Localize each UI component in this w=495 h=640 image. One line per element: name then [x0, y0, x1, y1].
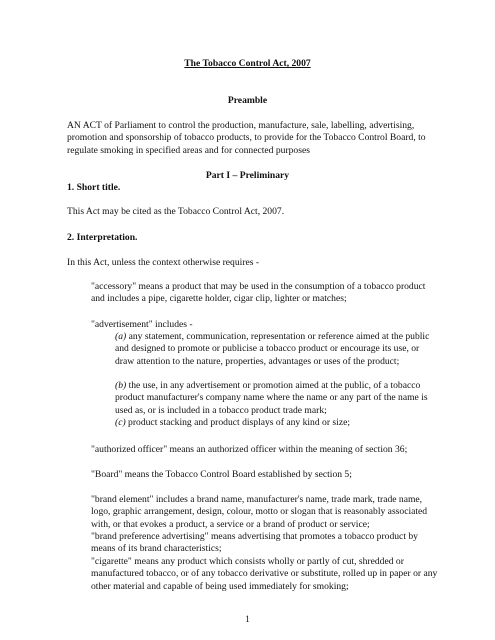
item-c-text: product stacking and product displays of any kind or size;: [125, 417, 350, 428]
section1-heading: 1. Short title.: [67, 182, 121, 193]
section2-intro: In this Act, unless the context otherwise requires -: [67, 257, 260, 268]
advertisement-item-b: [115, 380, 439, 417]
item-c-label: (c): [115, 417, 126, 428]
item-a-label: (a): [115, 331, 127, 342]
definition-brand-element: "brand element" includes a brand name, manufacturer's name, trade mark, trade name, logo, graphic arrangement, design, colour, motto or slogan that is reasonably associated with, or that evokes a product, a service or a brand of product or service;: [91, 494, 428, 530]
advertisement-item-a: [115, 331, 439, 368]
definition-cigarette: "cigarette" means any product which consists wholly or partly of cut, shredded or manufactured tobacco, or of any tobacco derivative or substitute, rolled up in paper or any other material and capable of being used immediately for smoking;: [91, 556, 438, 592]
definition-advertisement: "advertisement" includes -: [91, 319, 193, 330]
item-b-label: (b): [115, 380, 127, 391]
section1-text: This Act may be cited as the Tobacco Control Act, 2007.: [67, 206, 285, 217]
definition-accessory: "accessory" means a product that may be used in the consumption of a tobacco product and includes a pipe, cigarette holder, cigar clip, lighter or matches;: [91, 281, 426, 305]
advertisement-item-c: [115, 417, 439, 429]
page-number: 1: [245, 614, 250, 624]
item-b-text: the use, in any advertisement or promotion aimed at the public, of a tobacco product manufacturer's company name where the name or any part of the name is used as, or is included in a tobacco product trade mark;: [115, 380, 428, 416]
preamble-heading: Preamble: [227, 95, 268, 106]
definition-board: "Board" means the Tobacco Control Board established by section 5;: [91, 469, 352, 480]
definition-brand-preference: "brand preference advertising" means advertising that promotes a tobacco product by means of its brand characteristics;: [91, 531, 418, 555]
section2-heading: 2. Interpretation.: [67, 232, 138, 243]
preamble-text: AN ACT of Parliament to control the production, manufacture, sale, labelling, advertising, promotion and sponsorship of tobacco products, to provide for the Tobacco Control Board, to regulate smoking in specified areas and for connected purposes: [67, 120, 426, 156]
definition-authorized-officer: "authorized officer" means an authorized officer within the meaning of section 36;: [91, 444, 408, 455]
document-title: The Tobacco Control Act, 2007: [184, 58, 311, 69]
part-heading: Part I – Preliminary: [205, 170, 290, 181]
item-a-text: any statement, communication, representation or reference aimed at the public and designed to promote or publicise a tobacco product or encourage its use, or draw attention to the nature, properties, advantages or uses of the product;: [115, 331, 430, 367]
